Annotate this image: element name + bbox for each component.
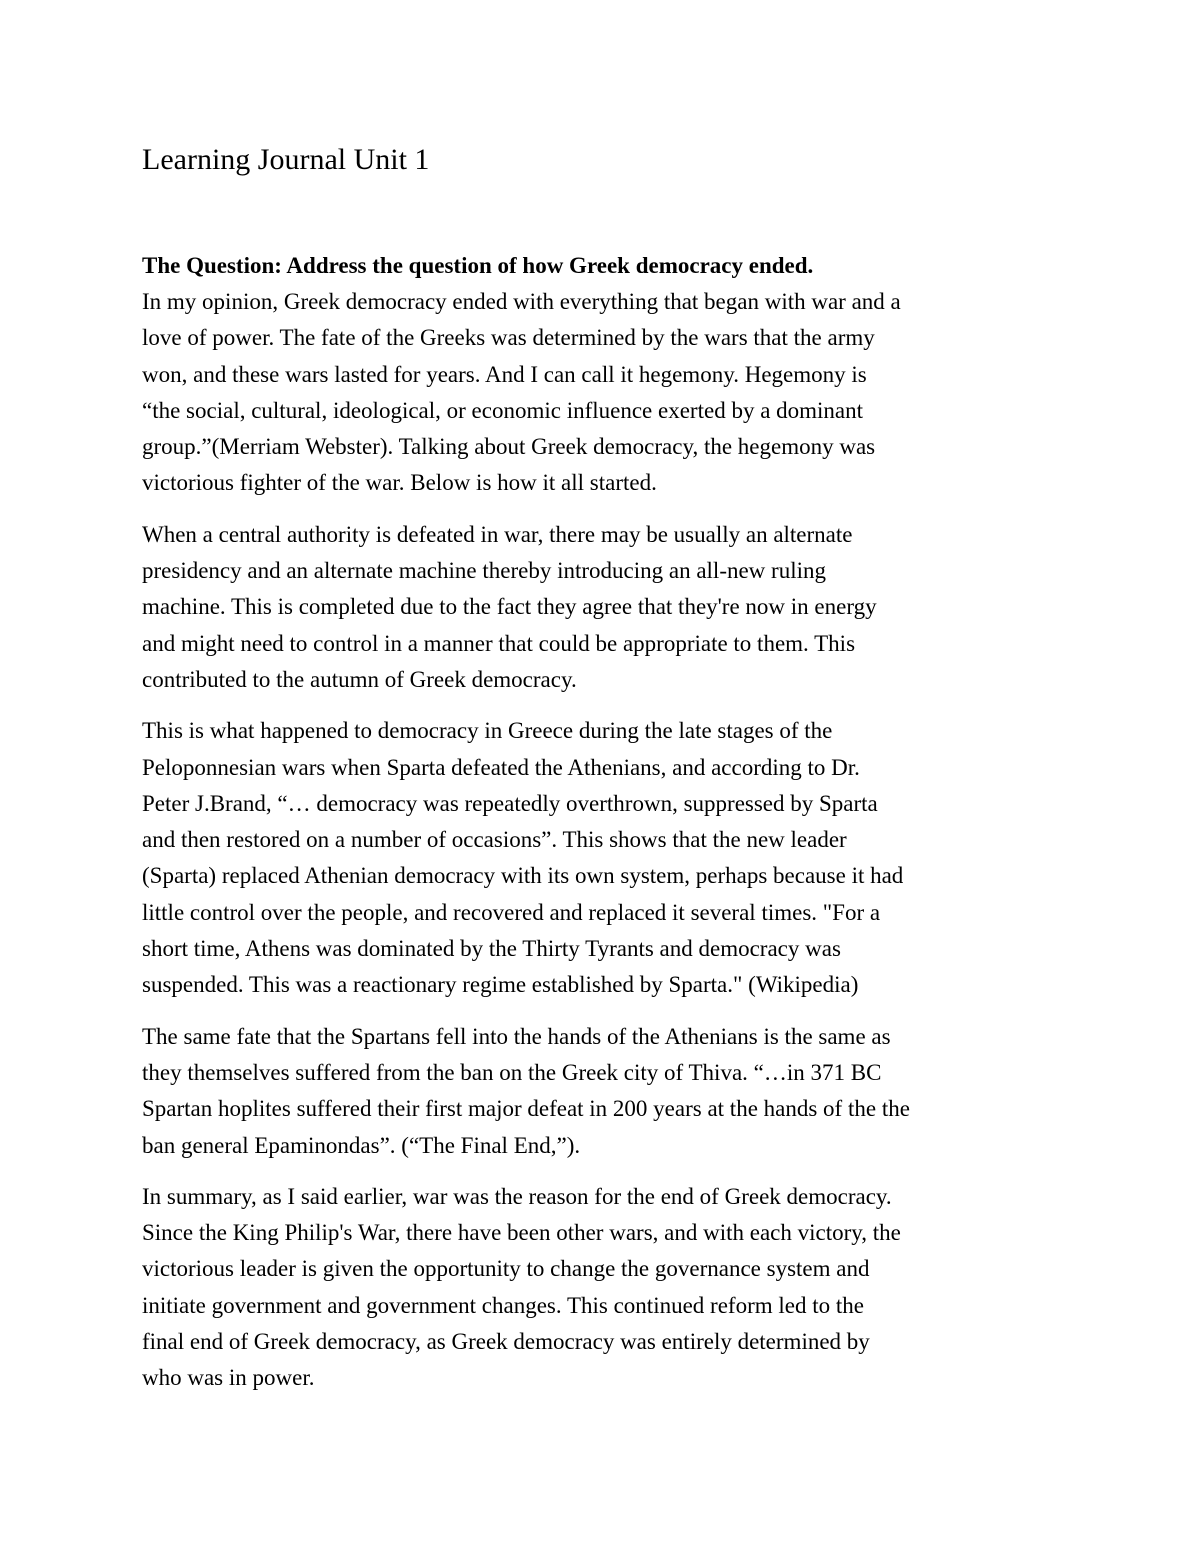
paragraph-line: (Sparta) replaced Athenian democracy with its own system, perhaps because it had [142,863,904,889]
paragraphs-container [142,284,1072,1397]
paragraph-line: final end of Greek democracy, as Greek democracy was entirely determined by [142,1329,870,1355]
paragraph-line: initiate government and government changes. This continued reform led to the [142,1292,864,1318]
paragraph-line: victorious leader is given the opportunity to change the governance system and [142,1256,870,1282]
paragraph-line: and might need to control in a manner that could be appropriate to them. This [142,630,856,656]
paragraph-line: they themselves suffered from the ban on the Greek city of Thiva. “…in 371 BC [142,1059,882,1085]
paragraph-line: This is what happened to democracy in Greece during the late stages of the [142,718,833,744]
paragraph-line: and then restored on a number of occasions”. This shows that the new leader [142,827,847,853]
body-paragraph [142,713,1072,1003]
paragraph-line: contributed to the autumn of Greek democracy. [142,666,577,692]
body-paragraph [142,1179,1072,1397]
body-paragraph [142,517,1072,698]
paragraph-line: who was in power. [142,1365,315,1391]
paragraph-line: machine. This is completed due to the fact they agree that they're now in energy [142,594,877,620]
paragraph-line: Peter J.Brand, “… democracy was repeatedly overthrown, suppressed by Sparta [142,790,878,816]
paragraph-line: Peloponnesian wars when Sparta defeated the Athenians, and according to Dr. [142,754,860,780]
paragraph-line: won, and these wars lasted for years. And I can call it hegemony. Hegemony is [142,361,867,387]
paragraph-line: “the social, cultural, ideological, or economic influence exerted by a dominant [142,397,864,423]
body-paragraph [142,284,1072,502]
paragraph-line: Spartan hoplites suffered their first major defeat in 200 years at the hands of the the [142,1096,910,1122]
paragraph-line: Since the King Philip's War, there have been other wars, and with each victory, the [142,1220,901,1246]
paragraph-line: In my opinion, Greek democracy ended with everything that began with war and a [142,289,901,314]
paragraph-line: little control over the people, and recovered and replaced it several times. "For a [142,899,881,925]
paragraph-line: group.”(Merriam Webster). Talking about Greek democracy, the hegemony was [142,434,876,460]
document-body [142,138,1072,1397]
paragraph-line: presidency and an alternate machine thereby introducing an all-new ruling [142,558,826,584]
paragraph-line: victorious fighter of the war. Below is how it all started. [142,470,657,496]
paragraph-line: suspended. This was a reactionary regime established by Sparta." (Wikipedia) [142,972,859,998]
paragraph-line: In summary, as I said earlier, war was the reason for the end of Greek democracy. [142,1183,892,1209]
paragraph-line: love of power. The fate of the Greeks was determined by the wars that the army [142,325,875,351]
paragraph-line: The same fate that the Spartans fell into the hands of the Athenians is the same as [142,1023,891,1049]
paragraph-line: ban general Epaminondas”. (“The Final End,”). [142,1132,581,1158]
paragraph-line: When a central authority is defeated in war, there may be usually an alternate [142,521,853,547]
question-heading: The Question: Address the question of how Greek democracy ended. [142,253,814,278]
paragraph-line: short time, Athens was dominated by the Thirty Tyrants and democracy was [142,936,841,962]
body-paragraph [142,1019,1072,1164]
document-title: Learning Journal Unit 1 [142,143,430,176]
